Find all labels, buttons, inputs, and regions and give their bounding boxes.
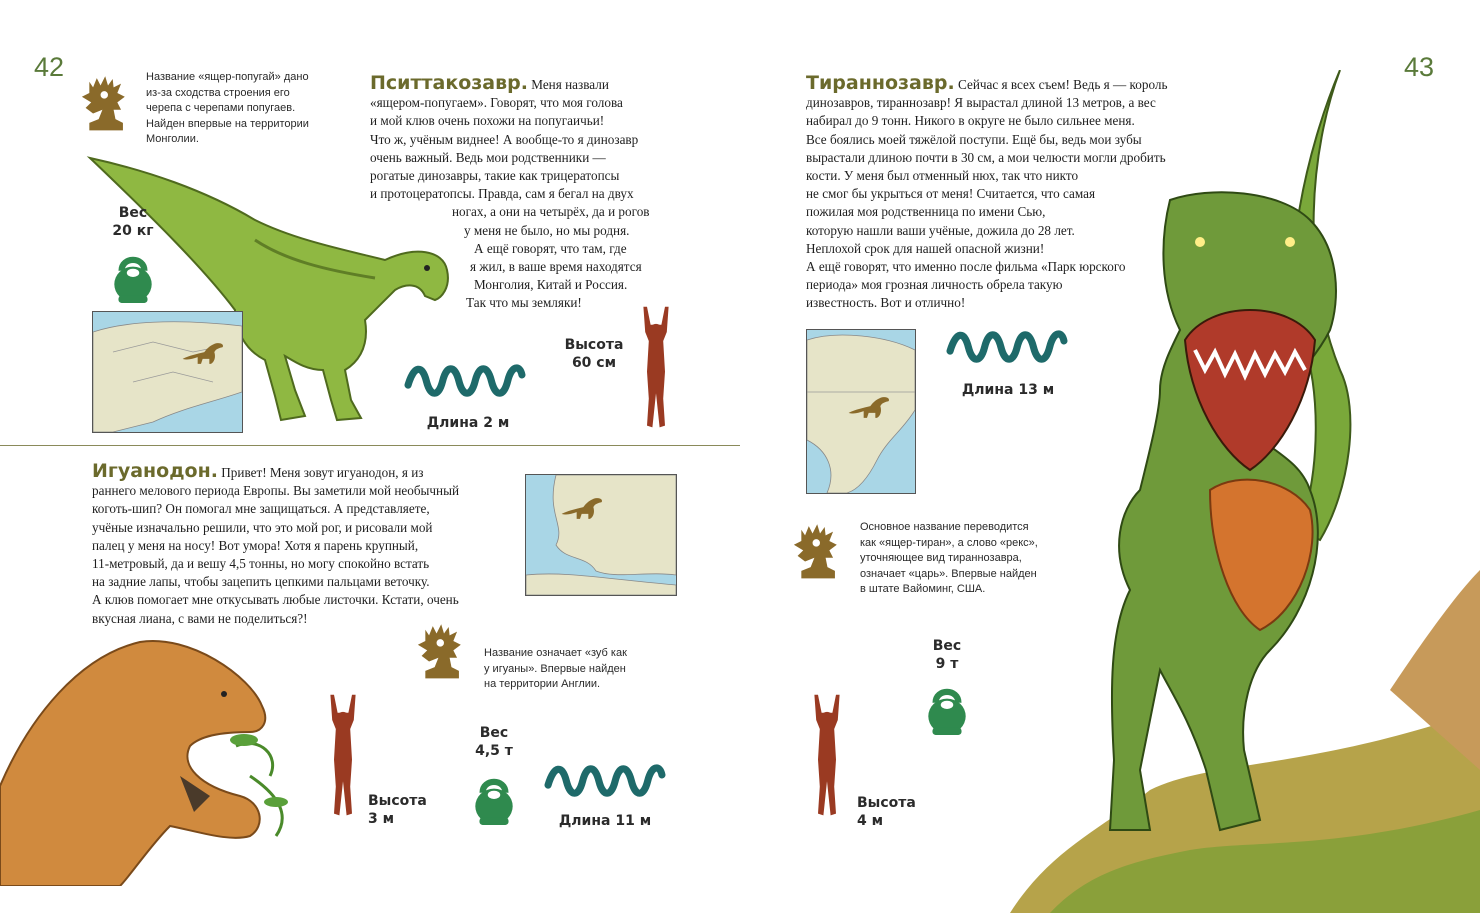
iguanodon-height-label: Высота [368, 793, 427, 809]
section-divider [0, 445, 740, 446]
dinosaur-marker-icon [181, 338, 231, 368]
page-number-left: 42 [34, 52, 65, 82]
tyrannosaurus-note: Основное название переводится как «ящер-тиран», а слово «рекс», уточняющее вид тираннозавра, означает «царь». Впервые найден в штате Вайоминг, США. [860, 521, 1038, 595]
psittacosaurus-height-label: Высота [564, 337, 624, 353]
dinosaur-marker-icon [560, 493, 610, 523]
world-map-icon [93, 312, 242, 432]
tyrannosaurus-illustration [1010, 70, 1480, 913]
iguanodon-weight-value: 4,5 т [475, 743, 513, 759]
tyrannosaurus-weight-label: Вес [932, 638, 962, 654]
tyrannosaurus-height-label: Высота [857, 795, 916, 811]
iguanodon-note: Название означает «зуб как у игуаны». Впервые найден на территории Англии. [484, 647, 627, 690]
wave-length-icon [404, 360, 526, 402]
psittacosaurus-length: Длина 2 м [426, 415, 510, 431]
iguanodon-illustration [0, 636, 310, 886]
tyrannosaurus-america-map [806, 329, 916, 494]
tyrannosaurus-text: Тираннозавр. Сейчас я всех съем! Ведь я — король динозавров, тираннозавр! Я вырастал длиной 13 метров, а вес набирал до 9 тонн. Никого в округе не было сильнее меня. Все боялись моей тяжёлой поступи. Ещё бы, ведь мои зубы вырастали длиною почти в 30 см, а мои челюсти могли дробить кости. У меня был отменный нюх, так что никто не смог бы укрыться от меня! Считается, что самая пожилая моя родственница по имени Сью, которую нашли ваши учёные, дожила до 28 лет. Неплохой срок для нашей опасной жизни! А ещё говорят, что именно после фильма «Парк юрского периода» моя грозная личность обрела такую известность. Вот и отлично! [806, 72, 1168, 311]
tyrannosaurus-height-value: 4 м [857, 813, 884, 829]
kettlebell-icon [112, 250, 154, 304]
human-silhouette-icon [325, 686, 361, 826]
wave-length-icon [544, 760, 666, 802]
iguanodon-weight-label: Вес [479, 725, 509, 741]
kettlebell-icon [926, 682, 968, 736]
dinosaur-marker-icon [847, 392, 897, 422]
human-silhouette-icon [809, 686, 845, 826]
psittacosaurus-world-map [92, 311, 243, 433]
iguanodon-title: Игуанодон. [92, 460, 218, 482]
human-silhouette-icon [638, 298, 674, 438]
dinosaur-skull-icon [80, 72, 136, 142]
iguanodon-europe-map [525, 474, 677, 596]
dinosaur-skull-icon [792, 520, 848, 590]
psittacosaurus-weight-label: Вес [118, 205, 148, 221]
kettlebell-icon [473, 772, 515, 826]
iguanodon-text: Игуанодон. Привет! Меня зовут игуанодон, я из раннего мелового периода Европы. Вы заметили мой необычный коготь-шип? Он помогал мне защищаться. А представляете, учёные изначально решили, что это мой рог, и рисовали мой палец у меня на носу! Вот умора! Хотя я парень крупный, 11-метровый, да и вешу 4,5 тонны, но могу спокойно встать на задние лапы, чтобы зацепить цепкими пальцами веточку. А клюв помогает мне откусывать любые листочки. Кстати, очень вкусная лиана, с вами не поделиться?! [92, 460, 460, 626]
tyrannosaurus-title: Тираннозавр. [806, 72, 955, 94]
iguanodon-height-value: 3 м [368, 811, 395, 827]
tyrannosaurus-weight-value: 9 т [935, 656, 959, 672]
psittacosaurus-note: Название «ящер-попугай» дано из-за сходства строения его черепа с черепами попугаев. Найден впервые на территории Монголии. [146, 71, 309, 145]
psittacosaurus-text: Пситтакозавр. Меня назвали «ящером-попугаем». Говорят, что моя голова и мой клюв очень похожи на попугаичьи! Что ж, учёным виднее! А вообще-то я динозавр очень важный. Ведь мои родственники — рогатые динозавры, такие как трицератопсы и протоцератопсы. Правда, сам я бегал на двух ногах, а они на четырёх, да и рогов у меня не было, но мы родня. А ещё говорят, что там, где я жил, в ваше время находятся Монголия, Китай и Россия. Так что мы земляки! [370, 72, 650, 311]
iguanodon-length: Длина 11 м [558, 813, 652, 829]
psittacosaurus-title: Пситтакозавр. [370, 72, 528, 94]
psittacosaurus-weight-value: 20 кг [112, 223, 154, 239]
dinosaur-skull-icon [416, 620, 472, 690]
page-number-right: 43 [1404, 52, 1435, 82]
tyrannosaurus-length: Длина 13 м [961, 382, 1055, 398]
psittacosaurus-height-value: 60 см [571, 355, 617, 371]
